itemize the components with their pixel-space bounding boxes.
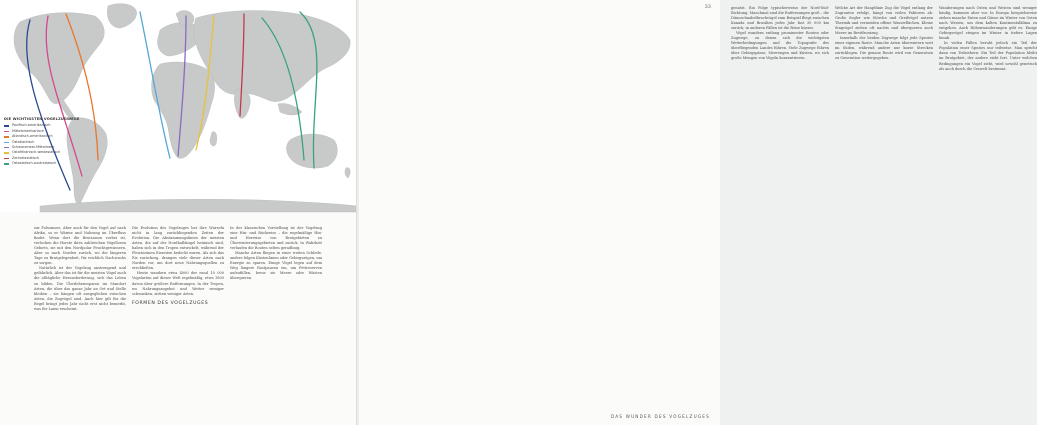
right-text-column-2 [835, 6, 933, 62]
legend-label: Ostasiatisch-australasisch [12, 161, 57, 166]
right-text-column-1 [731, 6, 829, 62]
migration-map [0, 0, 357, 212]
paragraph: In vielen Fällen beruht jedoch ein Teil der Population einer Spezies nur teilweise. Man spricht dann von Teilziehern: Ein Teil der Population bleibt im Brutgebiet, der andere zieht fort. Unter welchen Bedingungen ein Vogel zieht, wird sowohl genetisch als auch durch die Umwelt bestimmt. [939, 41, 1037, 71]
paragraph: Natürlich ist der Vogelzug anstrengend und gefährlich. Aber das ist für die meisten Vögel auch die alltägliche Herausforderung, sich das Leben zu bilden. Die Überlebenssparen im Standort Arten, die über das ganze Jahr an Ort und Stelle bleiben – sie hängen oft ausgeglichen zwischen Arten, die Zugvögel sind. Auch hier gilt für die Regel bringt jedes Jahr nicht erst nicht bemerkt, was für Laien erscheint. [34, 266, 126, 311]
legend-label: Schwarzmeer-Mittelmeer [12, 145, 55, 150]
paragraph: Heute wandern etwa 4000 der rund 10 000 Vogelarten auf dieser Welt regelmäßig, etwa 1800 davon über größere Entfernungen. In der Tropen, wo Nahrungsangebot und Wetter weniger schwanken, ziehen weniger Arten. [132, 271, 224, 296]
legend-swatch [4, 131, 9, 132]
legend-swatch [4, 147, 9, 148]
legend-swatch [4, 136, 9, 137]
map-legend [4, 117, 90, 167]
paragraph: Vögel wandern entlang prominenter Routen oder Zugwege, zu denen sich die wichtigsten Wetterbedingungen und die Topografie des überfliegenden Landes führen. Viele Zugwege führen über Gebirgspässe, Meerengen und Küsten, wo sich große Mengen von Vögeln konzentrieren. [731, 31, 829, 61]
legend-label: Ostafrikanisch-westasiatisch [12, 150, 61, 155]
legend-label: Mittelamerikanisch [12, 128, 45, 133]
legend-swatch [4, 142, 9, 143]
paragraph: Manche Arten fliegen in einer weiten Schleife, andere folgen Küstenlinien oder Gebirgszügen, um Energie zu sparen. Einige Vögel legen auf dem Weg längere Rastpausen ein, um Fettreserven aufzufüllen, bevor sie Meere oder Wüsten überqueren. [230, 251, 322, 281]
section-heading: FORMEN DES VOGELZUGES [132, 300, 209, 306]
left-text-column-3 [230, 226, 322, 282]
legend-label: Ostatlantisch [12, 139, 35, 144]
legend-swatch [4, 158, 9, 159]
world-map-svg [0, 0, 357, 212]
legend-items [4, 123, 90, 166]
running-footer: DAS WUNDER DES VOGELZUGES [610, 414, 710, 419]
paragraph: Innerhalb der beiden Zugwege folgt jede Spezies einer eigenen Route. Manche Arten überwintern weit im Süden, während andere nur kurze Strecken zurücklegen. Die genaue Route wird von Generation zu Generation weitergegeben. [835, 36, 933, 61]
legend-swatch [4, 125, 9, 126]
left-text-column-1 [34, 226, 126, 312]
legend-title: DIE WICHTIGSTEN VOGELZUGWEGE [4, 117, 80, 121]
right-page [359, 0, 1037, 425]
left-page [0, 0, 357, 425]
right-text-column-3 [939, 6, 1037, 72]
legend-swatch [4, 163, 9, 164]
legend-item [4, 161, 90, 166]
legend-label: Atlantisch-amerikanisch [12, 134, 53, 139]
paragraph: genutzt. Ein Folge typischerweise der Nord-Süd-Richtung. Manchmal sind die Entfernungen groß – die Dünnschnabelbrachvögel zum Beispiel fliegt zwischen Kanada und Brasilien jedes Jahr fast 30 000 km zurück, in anderen Fällen ist die Reise kürzer. [731, 6, 829, 31]
page-number: 33 [704, 4, 711, 10]
legend-label: Zentralasiatisch [12, 155, 40, 160]
paragraph: In der klassischen Vorstellung ist der Vogelzug eine Hin- und Rückreise – die regelmäßige Hin- und Herreise von Brutgebieten zu Überwinterungsgebieten und zurück. In Wahrheit verlaufen die Routen selten geradlinig. [230, 226, 322, 251]
legend-label: Pazifisch-amerikanisch [12, 123, 51, 128]
legend-swatch [4, 152, 9, 153]
paragraph: zur Folsomsee, Aber auch für den Vogel auf nach Afrika, so er Wärme und Nahrung im Überfluss findet. Wenn dort die Brutsaison vorbei ist, verlocken die Horste ihres zahlreichen Vögellosen Gebiets, sie mit den Nordpolar Feuchtgewässern. Aber so nach Norden zurück, wo die längeren Tage zu Brutgelegenheit, für reichlich Nachwuchs zu sorgen. [34, 226, 126, 266]
paragraph: Welche Art der Hauptlinie Zug die Vögel entlang der Zugrouten erfolgt, hängt von vielen Faktoren ab. Große Segler wie Störche und Greifvögel nutzen Thermik und vermeiden offene Wasserflächen. Kleine Singvögel ziehen oft nachts und überqueren auch Meere im Breitfrontzug. [835, 6, 933, 36]
paragraph: Wanderungen nach Osten und Westen sind weniger häufig, kommen aber vor. In Europa beispielsweise ziehen manche Enten und Gänse im Winter von Osten nach Westen, um dem kalten Kontinentalklima zu entgehen. Auch Höhenwanderungen gibt es: Einige Gebirgsvögel steigen im Winter in tiefere Lagen hinab. [939, 6, 1037, 41]
paragraph: Die Evolution des Vogelzuges hat ihre Wurzeln nicht in lang zurückliegenden Zeiten der Evolution. Die Abstammungslinien der meisten Arten, die auf der Nordhalbkugel heimisch sind, haben sich in den Tropen entwickelt, während der Pleistozänen Eiszeiten bedeckt waren. Als sich das Eis zurückzog, drangen viele dieser Arten nach Norden vor, um dort neue Nahrungsquellen zu erschließen. [132, 226, 224, 271]
left-text-column-2 [132, 226, 224, 309]
